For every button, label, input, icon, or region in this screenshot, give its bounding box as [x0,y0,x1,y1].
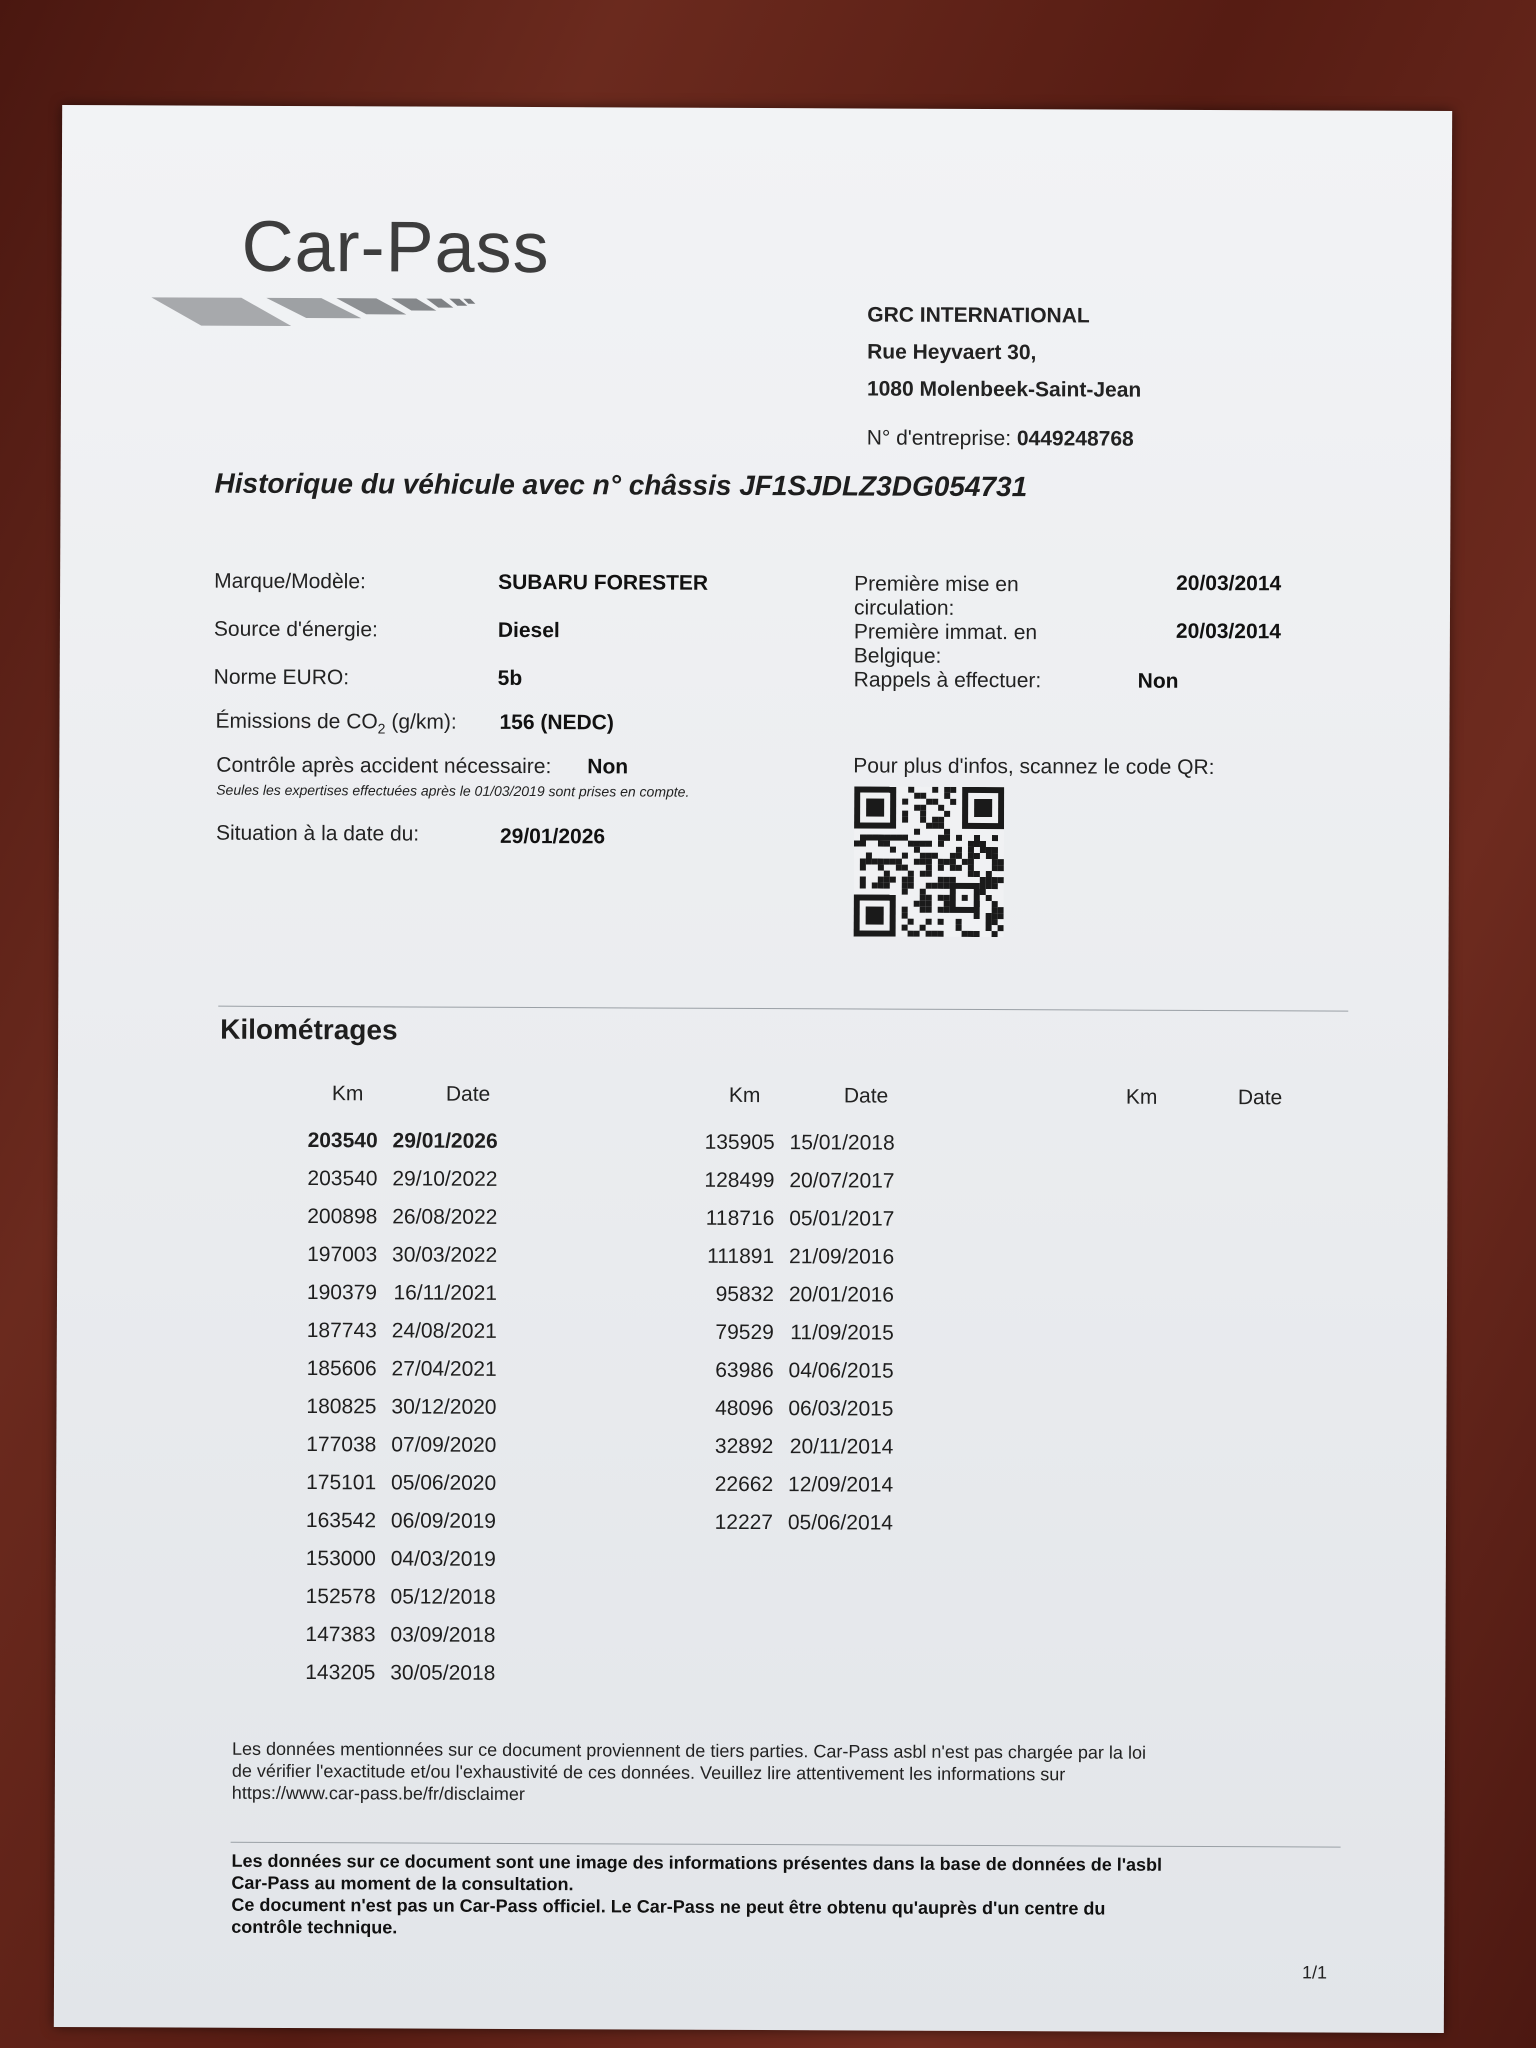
col3-km-header: Km [1125,1085,1158,1109]
km-row [257,1350,497,1389]
km-row [256,1540,496,1579]
co2-value: 156 (NEDC) [499,710,614,735]
carpass-logo: Car-Pass [241,206,550,289]
km-date: 15/01/2018 [789,1131,895,1155]
km-row [256,1388,496,1427]
km-row [256,1578,496,1617]
km-row [257,1274,497,1313]
km-date: 20/07/2017 [789,1169,895,1193]
km-value: 203540 [307,1167,378,1191]
accident-note: Seules les expertises effectuées après le 01/03/2019 sont prises en compte. [216,781,690,800]
km-value: 187743 [306,1319,377,1343]
km-date: 06/03/2015 [788,1397,894,1421]
km-value: 135905 [704,1130,775,1155]
page-number: 1/1 [1302,1962,1328,1983]
disclaimer-text: Les données mentionnées sur ce document proviennent de tiers parties. Car-Pass asbl n'est pas chargée par la loi de vérifier l'exactitude et/ou l'exhaustivité de ces données. Veuillez lire attentivement les informations sur https://www.car-pass.be/fr/disclaimer [232,1738,1312,1809]
km-value: 143205 [305,1661,376,1685]
col2-km-header: Km [728,1083,761,1108]
accident-label: Contrôle après accident nécessaire: [216,753,552,779]
km-date: 05/12/2018 [390,1585,496,1609]
first-circulation-label: Première mise en circulation: [853,572,1019,620]
km-value: 118716 [705,1206,775,1231]
km-date: 04/06/2015 [788,1359,894,1383]
company-block [867,296,1142,457]
km-date: 04/03/2019 [390,1547,496,1571]
km-date: 29/01/2026 [392,1129,498,1153]
km-date: 05/06/2020 [391,1471,497,1495]
logo-stripes-icon [151,287,571,329]
km-row [653,1390,893,1429]
km-date: 24/08/2021 [391,1319,497,1343]
km-row [257,1160,497,1199]
qr-label: Pour plus d'infos, scannez le code QR: [853,754,1215,780]
km-date: 20/01/2016 [788,1283,895,1307]
qr-code-icon[interactable] [854,786,1005,937]
km-row [654,1162,894,1201]
document-page [54,105,1452,2033]
vat-value: 0449248768 [1016,427,1134,451]
km-value: 185606 [306,1357,377,1381]
km-value: 128499 [704,1168,775,1193]
km-row [257,1312,497,1351]
km-date: 12/09/2014 [788,1473,894,1497]
km-date: 26/08/2022 [392,1205,498,1229]
km-date: 30/05/2018 [390,1661,496,1685]
km-value: 12227 [714,1510,774,1535]
km-value: 153000 [305,1547,376,1571]
company-city: 1080 Molenbeek-Saint-Jean [866,377,1142,402]
km-value: 203540 [307,1129,378,1153]
brand-value: SUBARU FORESTER [498,570,709,595]
vat-label: N° d'entreprise: [866,426,1012,451]
km-row [256,1464,496,1503]
km-row [255,1616,495,1655]
brand-label: Marque/Modèle: [214,569,366,594]
km-row [257,1236,497,1275]
km-date: 16/11/2021 [393,1281,498,1305]
km-row [653,1504,893,1543]
first-circulation-value: 20/03/2014 [1176,571,1282,596]
km-value: 32892 [714,1434,774,1459]
km-value: 152578 [305,1585,376,1609]
km-row [255,1654,495,1693]
energy-label: Source d'énergie: [213,617,378,642]
km-row [655,1124,895,1163]
km-row [256,1426,496,1465]
section-divider [218,1006,1348,1012]
situation-value: 29/01/2026 [499,824,606,849]
km-value: 175101 [306,1471,377,1495]
km-date: 20/11/2014 [789,1435,894,1459]
page-title: Historique du véhicule avec n° châssis JF1SJDLZ3DG054731 [214,467,1028,503]
km-row [653,1466,893,1505]
km-value: 200898 [307,1205,378,1229]
km-row [256,1502,496,1541]
km-date: 06/09/2019 [390,1509,497,1533]
company-name: GRC INTERNATIONAL [867,303,1090,328]
km-value: 111891 [707,1244,775,1269]
km-row [258,1122,498,1161]
disclaimer-link[interactable]: https://www.car-pass.be/fr/disclaimer [231,1782,525,1805]
recall-label: Rappels à effectuer: [853,668,1042,693]
recall-value: Non [1137,669,1179,693]
km-date: 11/09/2015 [790,1321,894,1345]
km-value: 79529 [715,1320,774,1345]
km-value: 147383 [305,1623,376,1647]
km-value: 63986 [715,1358,774,1383]
euro-value: 5b [497,666,523,690]
km-row [654,1314,894,1353]
km-date: 30/03/2022 [392,1243,498,1267]
accident-value: Non [587,755,629,779]
km-date: 30/12/2020 [391,1395,497,1419]
km-date: 05/01/2017 [789,1207,895,1231]
km-date: 29/10/2022 [392,1167,498,1191]
first-registration-label: Première immat. en Belgique: [853,620,1038,668]
km-row [654,1200,894,1239]
km-row [257,1198,497,1237]
situation-label: Situation à la date du: [215,821,420,846]
footer-notice: Les données sur ce document sont une image des informations présentes dans la base de données de l'asbl Car-Pass au moment de la consultation. Ce document n'est pas un Car-Pass officiel. Le Car-Pass ne peut être obtenu qu'auprès d'un centre du contrôle technique. [231,1850,1163,1938]
energy-value: Diesel [497,618,560,643]
euro-label: Norme EURO: [213,665,350,690]
km-value: 197003 [307,1243,378,1267]
km-section-title: Kilométrages [220,1013,398,1046]
km-row [653,1428,893,1467]
km-column-2 [653,1124,895,1543]
col1-km-header: Km [331,1082,364,1106]
km-value: 180825 [306,1395,377,1419]
km-value: 190379 [306,1281,378,1305]
km-row [654,1238,894,1277]
km-row [654,1276,894,1315]
km-date: 27/04/2021 [391,1357,497,1381]
col3-date-header: Date [1237,1086,1283,1110]
km-date: 05/06/2014 [787,1511,894,1535]
company-street: Rue Heyvaert 30, [867,340,1037,365]
km-column-1 [255,1122,497,1693]
col1-date-header: Date [445,1082,491,1106]
km-row [654,1352,894,1391]
km-date: 07/09/2020 [391,1433,497,1457]
co2-label: Émissions de $CO_2$ (g/km): [215,709,457,737]
km-value: 22662 [714,1472,774,1497]
km-value: 95832 [715,1282,775,1307]
km-value: 163542 [305,1509,377,1533]
km-date: 21/09/2016 [789,1245,895,1269]
first-registration-value: 20/03/2014 [1175,619,1282,644]
km-date: 03/09/2018 [390,1623,496,1647]
footer-divider [231,1842,1341,1848]
km-value: 177038 [306,1433,377,1457]
col2-date-header: Date [843,1084,889,1108]
km-value: 48096 [715,1396,774,1421]
